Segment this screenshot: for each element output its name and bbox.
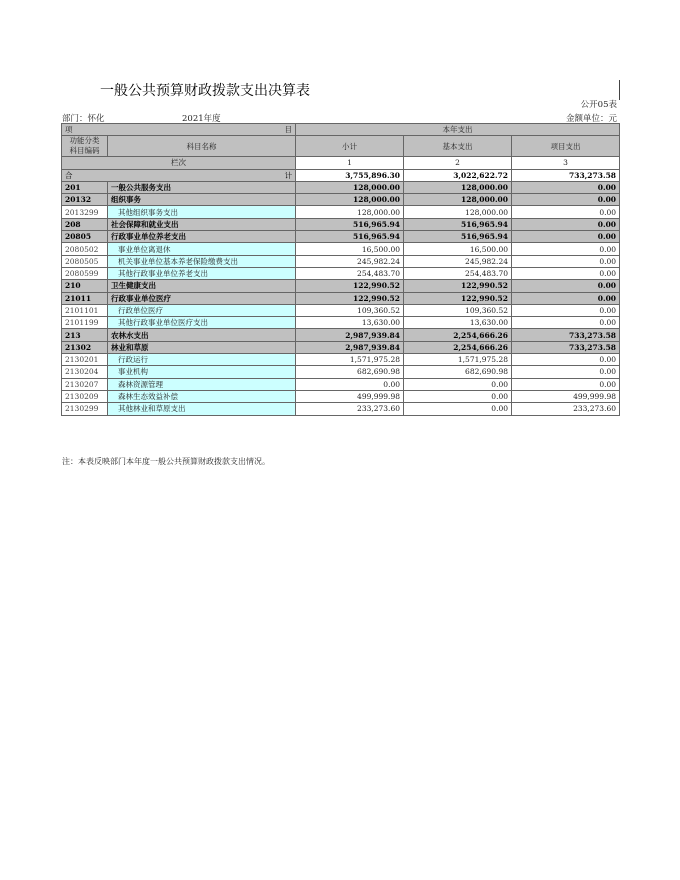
row-project: 0.00 xyxy=(512,378,620,390)
row-subtotal: 254,483.70 xyxy=(296,267,404,279)
row-project: 0.00 xyxy=(512,181,620,193)
row-name: 行政事业单位医疗 xyxy=(108,292,296,304)
header-name: 科目名称 xyxy=(108,136,296,157)
row-name: 事业单位离退休 xyxy=(108,243,296,255)
header-row-1 xyxy=(62,124,620,136)
row-basic: 13,630.00 xyxy=(404,317,512,329)
fiscal-year: 2021年度 xyxy=(182,114,221,124)
table-row xyxy=(62,403,620,415)
total-row xyxy=(62,169,620,181)
row-basic: 2,254,666.26 xyxy=(404,329,512,341)
table-row xyxy=(62,390,620,402)
row-code: 210 xyxy=(62,280,108,292)
table-row xyxy=(62,218,620,230)
row-project: 0.00 xyxy=(512,267,620,279)
row-code: 2080502 xyxy=(62,243,108,255)
row-project: 499,999.98 xyxy=(512,390,620,402)
table-row xyxy=(62,378,620,390)
row-subtotal: 233,273.60 xyxy=(296,403,404,415)
total-basic: 3,022,622.72 xyxy=(404,169,512,181)
row-basic: 109,360.52 xyxy=(404,304,512,316)
row-basic: 516,965.94 xyxy=(404,231,512,243)
header-col-3: 3 xyxy=(512,157,620,169)
row-basic: 128,000.00 xyxy=(404,194,512,206)
footnote: 注：本表反映部门本年度一般公共预算财政拨款支出情况。 xyxy=(62,457,270,466)
row-name: 组织事务 xyxy=(108,194,296,206)
table-row xyxy=(62,181,620,193)
row-project: 0.00 xyxy=(512,206,620,218)
table-row xyxy=(62,341,620,353)
table-row xyxy=(62,267,620,279)
row-project: 0.00 xyxy=(512,292,620,304)
row-subtotal: 16,500.00 xyxy=(296,243,404,255)
row-code: 201 xyxy=(62,181,108,193)
header-basic: 基本支出 xyxy=(404,136,512,157)
table-row xyxy=(62,255,620,267)
row-basic: 16,500.00 xyxy=(404,243,512,255)
table-row xyxy=(62,304,620,316)
row-name: 卫生健康支出 xyxy=(108,280,296,292)
row-project: 0.00 xyxy=(512,231,620,243)
row-basic: 0.00 xyxy=(404,390,512,402)
header-subtotal: 小计 xyxy=(296,136,404,157)
row-project: 0.00 xyxy=(512,243,620,255)
header-row-2 xyxy=(62,136,620,157)
row-basic: 516,965.94 xyxy=(404,218,512,230)
row-project: 733,273.58 xyxy=(512,329,620,341)
header-col-2: 2 xyxy=(404,157,512,169)
header-mu-label: 目 xyxy=(284,125,292,135)
row-basic: 122,990.52 xyxy=(404,280,512,292)
header-item-label: 项 xyxy=(65,125,73,135)
row-basic: 254,483.70 xyxy=(404,267,512,279)
row-basic: 122,990.52 xyxy=(404,292,512,304)
row-code: 2130201 xyxy=(62,354,108,366)
row-name: 行政运行 xyxy=(108,354,296,366)
row-project: 0.00 xyxy=(512,280,620,292)
expenditure-table xyxy=(61,123,620,416)
row-basic: 0.00 xyxy=(404,378,512,390)
page-title: 一般公共预算财政拨款支出决算表 xyxy=(100,83,310,99)
row-subtotal: 128,000.00 xyxy=(296,194,404,206)
row-code: 2130207 xyxy=(62,378,108,390)
row-subtotal: 682,690.98 xyxy=(296,366,404,378)
row-subtotal: 245,982.24 xyxy=(296,255,404,267)
total-ji-label: 计 xyxy=(284,170,292,180)
table-row xyxy=(62,194,620,206)
row-code: 2080599 xyxy=(62,267,108,279)
row-subtotal: 128,000.00 xyxy=(296,181,404,193)
row-project: 233,273.60 xyxy=(512,403,620,415)
amount-unit: 金额单位：元 xyxy=(565,114,617,124)
header-project: 项目支出 xyxy=(512,136,620,157)
row-name: 事业机构 xyxy=(108,366,296,378)
table-row xyxy=(62,366,620,378)
row-project: 0.00 xyxy=(512,194,620,206)
row-subtotal: 516,965.94 xyxy=(296,231,404,243)
row-name: 其他林业和草原支出 xyxy=(108,403,296,415)
table-row xyxy=(62,292,620,304)
row-code: 20132 xyxy=(62,194,108,206)
row-code: 20805 xyxy=(62,231,108,243)
row-project: 0.00 xyxy=(512,304,620,316)
row-name: 社会保障和就业支出 xyxy=(108,218,296,230)
table-row xyxy=(62,329,620,341)
row-basic: 128,000.00 xyxy=(404,206,512,218)
row-code: 208 xyxy=(62,218,108,230)
header-col-1: 1 xyxy=(296,157,404,169)
row-code: 2101199 xyxy=(62,317,108,329)
row-subtotal: 122,990.52 xyxy=(296,292,404,304)
table-row xyxy=(62,317,620,329)
row-basic: 0.00 xyxy=(404,403,512,415)
row-code: 2080505 xyxy=(62,255,108,267)
row-name: 行政事业单位养老支出 xyxy=(108,231,296,243)
row-name: 森林生态效益补偿 xyxy=(108,390,296,402)
row-code: 2130299 xyxy=(62,403,108,415)
total-he-label: 合 xyxy=(65,170,73,180)
row-project: 0.00 xyxy=(512,366,620,378)
row-code: 2130209 xyxy=(62,390,108,402)
row-name: 其他行政事业单位养老支出 xyxy=(108,267,296,279)
header-row-3 xyxy=(62,157,620,169)
row-project: 0.00 xyxy=(512,218,620,230)
row-name: 其他组织事务支出 xyxy=(108,206,296,218)
table-row xyxy=(62,231,620,243)
row-subtotal: 122,990.52 xyxy=(296,280,404,292)
row-name: 一般公共服务支出 xyxy=(108,181,296,193)
row-name: 其他行政事业单位医疗支出 xyxy=(108,317,296,329)
row-code: 2013299 xyxy=(62,206,108,218)
total-subtotal: 3,755,896.30 xyxy=(296,169,404,181)
row-name: 行政单位医疗 xyxy=(108,304,296,316)
header-code: 功能分类 科目编码 xyxy=(62,136,108,157)
row-subtotal: 516,965.94 xyxy=(296,218,404,230)
row-name: 农林水支出 xyxy=(108,329,296,341)
header-column-index: 栏次 xyxy=(62,157,296,169)
right-border-line xyxy=(619,80,620,100)
row-project: 733,273.58 xyxy=(512,341,620,353)
header-current-year: 本年支出 xyxy=(296,124,620,136)
row-subtotal: 0.00 xyxy=(296,378,404,390)
row-subtotal: 128,000.00 xyxy=(296,206,404,218)
row-subtotal: 2,987,939.84 xyxy=(296,329,404,341)
row-name: 森林资源管理 xyxy=(108,378,296,390)
total-project: 733,273.58 xyxy=(512,169,620,181)
row-project: 0.00 xyxy=(512,354,620,366)
row-basic: 1,571,975.28 xyxy=(404,354,512,366)
row-subtotal: 109,360.52 xyxy=(296,304,404,316)
row-subtotal: 13,630.00 xyxy=(296,317,404,329)
row-project: 0.00 xyxy=(512,255,620,267)
row-subtotal: 2,987,939.84 xyxy=(296,341,404,353)
form-number: 公开05表 xyxy=(580,100,617,110)
table-row xyxy=(62,206,620,218)
row-code: 213 xyxy=(62,329,108,341)
row-name: 林业和草原 xyxy=(108,341,296,353)
table-row xyxy=(62,280,620,292)
row-code: 21011 xyxy=(62,292,108,304)
row-basic: 2,254,666.26 xyxy=(404,341,512,353)
row-basic: 682,690.98 xyxy=(404,366,512,378)
row-basic: 245,982.24 xyxy=(404,255,512,267)
row-name: 机关事业单位基本养老保险缴费支出 xyxy=(108,255,296,267)
row-code: 21302 xyxy=(62,341,108,353)
row-basic: 128,000.00 xyxy=(404,181,512,193)
row-subtotal: 499,999.98 xyxy=(296,390,404,402)
row-code: 2130204 xyxy=(62,366,108,378)
department-label: 部门：怀化 xyxy=(62,114,105,124)
row-project: 0.00 xyxy=(512,317,620,329)
table-row xyxy=(62,243,620,255)
table-row xyxy=(62,354,620,366)
row-code: 2101101 xyxy=(62,304,108,316)
row-subtotal: 1,571,975.28 xyxy=(296,354,404,366)
